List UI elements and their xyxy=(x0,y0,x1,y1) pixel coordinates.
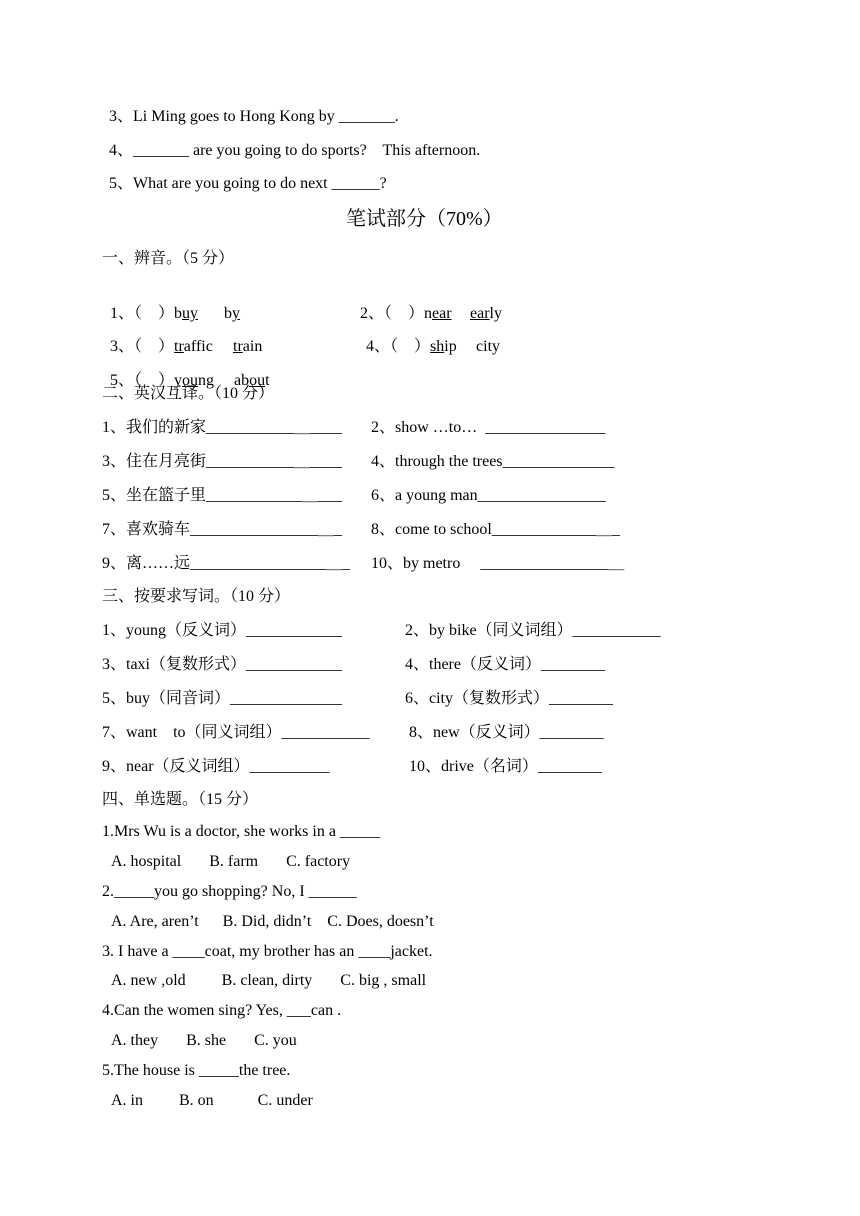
word-part: n xyxy=(424,305,433,322)
word-item-5: 5、buy（同音词）______________ xyxy=(102,690,343,707)
word-part: affic xyxy=(183,338,213,355)
translation-item-9: 9、离……远_________________＿_ xyxy=(102,555,351,572)
word-item-1: 1、young（反义词）____________ xyxy=(102,622,343,639)
word-part: b xyxy=(224,305,233,322)
phonics-item-3: 3、（ ）traffic train xyxy=(110,338,263,355)
word-item-6: 6、city（复数形式）________ xyxy=(405,690,613,707)
section-3-heading: 三、按要求写词。（10 分） xyxy=(102,588,291,605)
mcq-1-options: A. hospital B. farm C. factory xyxy=(111,853,351,870)
mcq-1-stem: 1.Mrs Wu is a doctor, she works in a _____ xyxy=(102,823,380,840)
word-part: ip xyxy=(444,338,457,355)
word-part: t xyxy=(265,372,270,389)
underlined-letters: tr xyxy=(174,338,184,355)
section-2-heading: 二、英汉互译。（10 分） xyxy=(102,385,275,402)
underlined-letters: tr xyxy=(233,338,243,355)
translation-item-2: 2、show …to… _______________ xyxy=(371,419,606,436)
section-1-heading: 一、辨音。（5 分） xyxy=(102,250,235,267)
word-item-9: 9、near（反义词组）__________ xyxy=(102,758,330,775)
mcq-2-options: A. Are, aren’t B. Did, didn’t C. Does, doesn’t xyxy=(111,913,434,930)
phonics-word xyxy=(430,337,476,357)
translation-item-1: 1、我们的新家___________＿____ xyxy=(102,419,343,436)
mcq-5-options: A. in B. on C. under xyxy=(111,1092,313,1109)
translation-item-6: 6、a young man________________ xyxy=(371,487,606,504)
translation-item-3: 3、住在月亮街___________＿____ xyxy=(102,453,343,470)
listening-item-4: 4、_______ are you going to do sports? This afternoon. xyxy=(109,142,481,159)
translation-item-5: 5、坐在篮子里____________＿___ xyxy=(102,487,343,504)
mcq-4-options: A. they B. she C. you xyxy=(111,1032,297,1049)
underlined-letters: uy xyxy=(182,305,199,322)
listening-item-3: 3、Li Ming goes to Hong Kong by _______. xyxy=(109,108,399,125)
page-title: 笔试部分（70%） xyxy=(346,208,503,230)
translation-item-4: 4、through the trees______________ xyxy=(371,453,615,470)
mcq-4-stem: 4.Can the women sing? Yes, ___can . xyxy=(102,1002,342,1019)
translation-item-7: 7、喜欢骑车________________＿_ xyxy=(102,521,343,538)
listening-item-5: 5、What are you going to do next ______? xyxy=(109,175,387,192)
word-part: ng xyxy=(198,372,215,389)
word-item-10: 10、drive（名词）________ xyxy=(409,758,602,775)
underlined-letters: ou xyxy=(249,372,266,389)
underlined-letters: sh xyxy=(430,338,445,355)
word-item-3: 3、taxi（复数形式）____________ xyxy=(102,656,342,673)
word-item-8: 8、new（反义词）________ xyxy=(409,724,604,741)
word-part: b xyxy=(174,305,183,322)
word-item-2: 2、by bike（同义词组）___________ xyxy=(405,622,661,639)
word-part: ab xyxy=(234,372,250,389)
mcq-3-options: A. new ,old B. clean, dirty C. big , small xyxy=(111,972,427,989)
word-part: ain xyxy=(242,338,263,355)
section-4-heading: 四、单选题。（15 分） xyxy=(102,791,259,808)
underlined-letters: ou xyxy=(182,372,199,389)
translation-item-10: 10、by metro ________________＿ xyxy=(371,555,625,572)
word-item-7: 7、want to（同义词组）___________ xyxy=(102,724,370,741)
phonics-item-4: 4、（ ）ship city xyxy=(366,338,501,355)
word-part: city xyxy=(476,338,501,355)
translation-item-8: 8、come to school_____________＿_ xyxy=(371,521,620,538)
phonics-item-1: 1、（ ）buy by xyxy=(110,305,241,322)
underlined-letters: ear xyxy=(470,305,490,322)
underlined-letters: ear xyxy=(432,305,452,322)
underlined-letters: y xyxy=(232,305,241,322)
word-part: ly xyxy=(489,305,502,322)
word-item-4: 4、there（反义词）________ xyxy=(405,656,605,673)
phonics-item-5: 5、（ ）young about xyxy=(110,372,270,389)
word-part: y xyxy=(174,372,183,389)
mcq-2-stem: 2._____you go shopping? No, I ______ xyxy=(102,883,357,900)
mcq-3-stem: 3. I have a ____coat, my brother has an ____jacket. xyxy=(102,943,433,960)
phonics-item-2: 2、（ ）near early xyxy=(360,305,502,322)
mcq-5-stem: 5.The house is _____the tree. xyxy=(102,1062,291,1079)
phonics-word xyxy=(476,338,500,355)
